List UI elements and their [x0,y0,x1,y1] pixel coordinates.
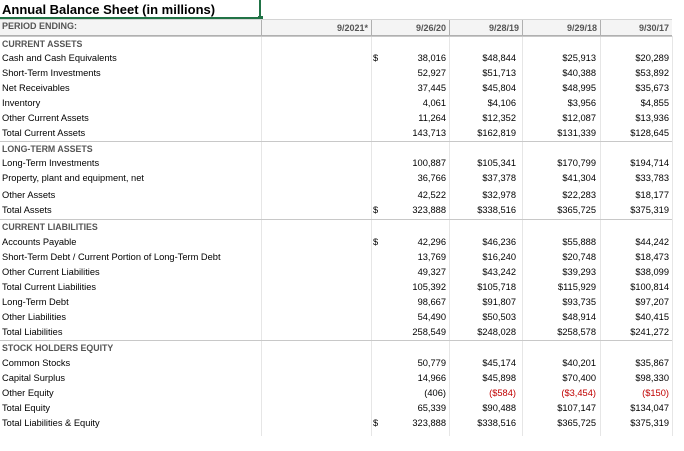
row-label: Cash and Cash Equivalents [2,53,117,63]
table-row[interactable] [0,203,672,218]
row-label: Total Current Assets [2,128,86,138]
cell-value: $46,236 [482,237,516,247]
cell-value: 42,296 [417,237,446,247]
row-label: Total Liabilities [2,327,63,337]
cell-value: $40,201 [562,358,596,368]
cell-value: 38,016 [417,53,446,63]
cell-value: $248,028 [477,327,516,337]
cell-value: $39,293 [562,267,596,277]
cell-value: $131,339 [557,128,596,138]
table-row[interactable] [0,96,672,111]
row-label: Accounts Payable [2,237,77,247]
cell-value: $18,177 [635,190,669,200]
column-gridline [672,36,673,436]
negative-cell-value: ($584) [489,388,516,398]
period-ending-label: PERIOD ENDING: [2,21,78,31]
cell-value: $365,725 [557,418,596,428]
cell-value: $170,799 [557,158,596,168]
cell-value: $53,892 [635,68,669,78]
cell-value: $45,174 [482,358,516,368]
cell-value: $12,352 [482,113,516,123]
cell-value: $35,867 [635,358,669,368]
row-label: Total Equity [2,403,51,413]
cell-value: $44,242 [635,237,669,247]
cell-value: $50,503 [482,312,516,322]
cell-value: $55,888 [562,237,596,247]
currency-symbol: $ [373,53,379,63]
table-row[interactable] [0,265,672,280]
cell-value: $338,516 [477,205,516,215]
cell-value: $375,319 [630,205,669,215]
row-label: Long-Term Debt [2,297,69,307]
cell-value: $134,047 [630,403,669,413]
cell-value: $51,713 [482,68,516,78]
currency-symbol: $ [373,418,379,428]
table-row[interactable] [0,156,672,171]
cell-value: $41,304 [562,173,596,183]
row-label: Short-Term Investments [2,68,101,78]
cell-value: $105,718 [477,282,516,292]
period-header: 9/28/19 [449,20,522,36]
row-label: Other Current Assets [2,113,89,123]
row-label: Other Equity [2,388,54,398]
table-row[interactable] [0,66,672,81]
cell-value: $4,855 [640,98,669,108]
cell-value: $48,995 [562,83,596,93]
row-label: Short-Term Debt / Current Portion of Long-Term Debt [2,252,221,262]
negative-cell-value: ($3,454) [561,388,596,398]
cell-value: $45,898 [482,373,516,383]
row-label: Capital Surplus [2,373,66,383]
cell-value: $93,735 [562,297,596,307]
table-row[interactable] [0,188,672,203]
cell-value: $45,804 [482,83,516,93]
cell-value: 323,888 [412,418,446,428]
currency-symbol: $ [373,237,379,247]
section-label: CURRENT LIABILITIES [2,222,98,232]
cell-value: $48,914 [562,312,596,322]
period-header: 9/29/18 [522,20,600,36]
cell-value: 65,339 [417,403,446,413]
cell-value: $338,516 [477,418,516,428]
cell-value: 42,522 [417,190,446,200]
cell-value: $43,242 [482,267,516,277]
cell-value: 98,667 [417,297,446,307]
row-label: Inventory [2,98,41,108]
cell-value: 105,392 [412,282,446,292]
table-row[interactable] [0,295,672,310]
cell-value: $258,578 [557,327,596,337]
cell-value: 54,490 [417,312,446,322]
row-label: Property, plant and equipment, net [2,173,144,183]
cell-value: 37,445 [417,83,446,93]
row-label: Total Liabilities & Equity [2,418,100,428]
table-row[interactable] [0,356,672,371]
section-long-term-assets [0,141,672,156]
cell-value: $91,807 [482,297,516,307]
cell-value: $13,936 [635,113,669,123]
row-label: Common Stocks [2,358,71,368]
section-current-assets [0,36,672,51]
section-current-liabilities [0,219,672,234]
cell-value: $90,488 [482,403,516,413]
table-row[interactable] [0,126,672,141]
cell-value: 100,887 [412,158,446,168]
cell-value: $3,956 [567,98,596,108]
sheet-title: Annual Balance Sheet (in millions) [2,2,216,17]
cell-value: $33,783 [635,173,669,183]
cell-value: $105,341 [477,158,516,168]
cell-value: $98,330 [635,373,669,383]
table-row[interactable] [0,235,672,250]
cell-value: (406) [424,388,446,398]
table-row[interactable] [0,371,672,386]
table-row[interactable] [0,111,672,126]
section-stock-holders-equity [0,340,672,355]
cell-value: $375,319 [630,418,669,428]
row-label: Other Liabilities [2,312,67,322]
table-row[interactable] [0,81,672,96]
cell-value: $97,207 [635,297,669,307]
cell-value: 143,713 [412,128,446,138]
section-label: CURRENT ASSETS [2,39,83,49]
cell-value: $37,378 [482,173,516,183]
cell-value: $12,087 [562,113,596,123]
cell-value: 13,769 [417,252,446,262]
cell-value: 4,061 [422,98,446,108]
cell-value: $25,913 [562,53,596,63]
cell-value: $162,819 [477,128,516,138]
table-row[interactable] [0,416,672,431]
cell-value: $4,106 [487,98,516,108]
section-label: LONG-TERM ASSETS [2,144,93,154]
currency-symbol: $ [373,205,379,215]
cell-value: 258,549 [412,327,446,337]
table-row[interactable] [0,325,672,340]
period-header: 9/26/20 [371,20,449,36]
cell-value: 323,888 [412,205,446,215]
cell-value: $40,388 [562,68,596,78]
table-row[interactable] [0,171,672,186]
cell-value: 50,779 [417,358,446,368]
cell-value: $16,240 [482,252,516,262]
cell-value: 11,264 [418,113,446,123]
cell-value: $20,748 [562,252,596,262]
table-row[interactable] [0,386,672,401]
cell-value: 14,966 [417,373,446,383]
table-row[interactable] [0,310,672,325]
cell-value: $22,283 [562,190,596,200]
cell-value: $70,400 [562,373,596,383]
cell-value: $18,473 [635,252,669,262]
table-row[interactable] [0,280,672,295]
cell-value: $194,714 [630,158,669,168]
negative-cell-value: ($150) [642,388,669,398]
header-row [0,19,672,36]
cell-value: $32,978 [482,190,516,200]
table-row[interactable] [0,250,672,265]
period-header: 9/2021* [261,20,371,36]
cell-value: $38,099 [635,267,669,277]
cell-value: $365,725 [557,205,596,215]
period-header: 9/30/17 [600,20,672,36]
row-label: Long-Term Investments [2,158,100,168]
section-label: STOCK HOLDERS EQUITY [2,343,114,353]
table-row[interactable] [0,51,672,66]
cell-value: $20,289 [635,53,669,63]
cell-value: 49,327 [417,267,446,277]
cell-value: 36,766 [417,173,446,183]
cell-value: $48,844 [482,53,516,63]
row-label: Other Current Liabilities [2,267,100,277]
row-label: Total Assets [2,205,52,215]
cell-value: 52,927 [417,68,446,78]
row-label: Net Receivables [2,83,70,93]
cell-value: $35,673 [635,83,669,93]
cell-value: $128,645 [630,128,669,138]
cell-value: $100,814 [630,282,669,292]
cell-value: $241,272 [630,327,669,337]
row-label: Other Assets [2,190,56,200]
cell-value: $115,929 [557,282,596,292]
cell-value: $40,415 [635,312,669,322]
cell-value: $107,147 [557,403,596,413]
row-label: Total Current Liabilities [2,282,97,292]
table-row[interactable] [0,401,672,416]
